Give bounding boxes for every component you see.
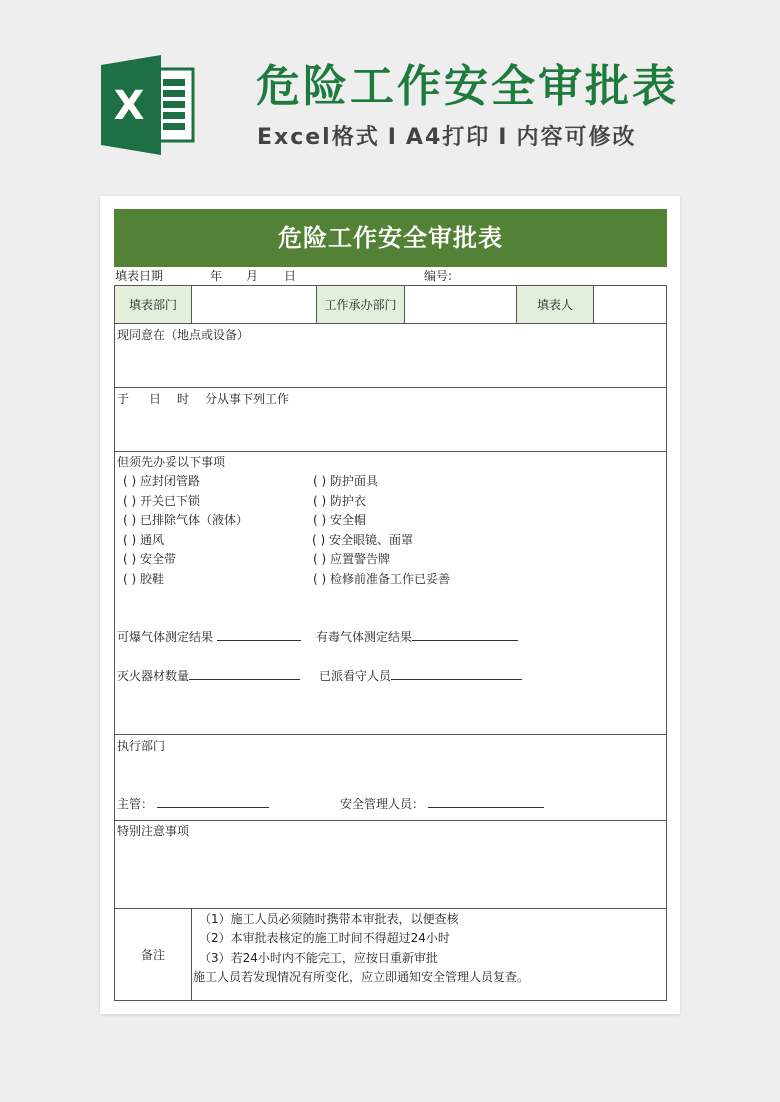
time-yu: 于 [117,392,130,406]
date-label: 填表日期 [115,269,164,283]
extinguisher-input[interactable] [189,668,300,680]
toxic-gas-input[interactable] [412,629,518,641]
checklist-item[interactable]: ( ) 检修前准备工作已妥善 [313,572,450,586]
safety-manager-label: 安全管理人员： [340,797,425,811]
explosive-gas-input[interactable] [217,629,301,641]
supervisor-input[interactable] [157,796,269,808]
header-row [115,286,666,324]
subtitle-separator: I [387,125,398,150]
checklist-item[interactable]: ( ) 安全带 [123,552,176,566]
explosive-gas-field[interactable] [117,629,301,645]
work-dept-label: 工作承办部门 [317,286,405,323]
checklist-item[interactable]: ( ) 已排除气体（液体） [123,513,248,527]
checklist-item[interactable]: ( ) 安全帽 [313,513,366,527]
remark-line: （1）施工人员必须随时携带本审批表，以便查核 [199,912,459,926]
explosive-gas-label: 可爆气体测定结果 [117,630,214,644]
checklist-item[interactable]: ( ) 应置警告牌 [313,552,390,566]
execution-row [115,735,666,821]
location-label: 现同意在（地点或设备） [117,328,250,342]
time-row[interactable] [115,388,666,452]
time-rest: 分从事下列工作 [205,392,290,406]
filler-input[interactable] [594,286,666,323]
checklist-item[interactable]: ( ) 胶鞋 [123,572,164,586]
day-label: 日 [284,269,297,283]
guard-input[interactable] [391,668,522,680]
checklist-item[interactable]: ( ) 安全眼镜、面罩 [312,533,413,547]
extinguisher-label: 灭火器材数量 [117,669,190,683]
extinguisher-field[interactable] [117,668,300,684]
location-row[interactable] [115,324,666,388]
precautions-heading: 但须先办妥以下事项 [117,455,226,469]
remarks-body [192,909,666,1000]
checklist-item[interactable]: ( ) 通风 [123,533,164,547]
month-label: 月 [246,269,259,283]
subtitle-format: Excel格式 [257,125,380,150]
form-paper [100,196,680,1014]
safety-manager-input[interactable] [428,796,544,808]
time-hour: 时 [177,392,190,406]
safety-manager-field[interactable] [340,796,544,812]
special-notes-row[interactable] [115,821,666,909]
work-dept-input[interactable] [405,286,517,323]
year-label: 年 [210,269,223,283]
checklist-item[interactable]: ( ) 应封闭管路 [123,474,200,488]
special-notes-label: 特别注意事项 [117,824,190,838]
subtitle-print: A4打印 [405,125,491,150]
toxic-gas-label: 有毒气体测定结果 [316,630,413,644]
form-table [114,285,667,1001]
supervisor-field[interactable] [117,796,269,812]
subtitle-separator: I [498,125,509,150]
guard-field[interactable] [319,668,522,684]
checklist-item[interactable]: ( ) 开关已下锁 [123,494,200,508]
checklist-item[interactable]: ( ) 防护衣 [313,494,366,508]
banner [0,0,780,195]
remarks-row [115,909,666,1001]
subtitle-editable: 内容可修改 [516,125,637,150]
toxic-gas-field[interactable] [316,629,518,645]
time-day: 日 [149,392,162,406]
guard-label: 已派看守人员 [319,669,392,683]
remark-line: （2）本审批表核定的施工时间不得超过24小时 [199,931,450,945]
checklist-item[interactable]: ( ) 防护面具 [313,474,378,488]
remark-line: （3）若24小时内不能完工，应按日重新审批 [199,951,438,965]
supervisor-label: 主管： [117,797,154,811]
execution-dept-label: 执行部门 [117,739,166,753]
dept-label: 填表部门 [115,286,192,323]
meta-row [115,267,667,285]
dept-input[interactable] [192,286,317,323]
form-title: 危险工作安全审批表 [114,209,667,267]
excel-icon [101,55,197,155]
number-label: 编号: [424,269,453,283]
banner-subtitle [257,123,636,153]
banner-title: 危险工作安全审批表 [256,61,679,112]
filler-label: 填表人 [517,286,594,323]
remark-line: 施工人员若发现情况有所变化，应立即通知安全管理人员复查。 [193,970,530,984]
svg-text:X: X [113,83,145,129]
precautions-row [115,452,666,735]
remarks-label: 备注 [115,909,192,1000]
